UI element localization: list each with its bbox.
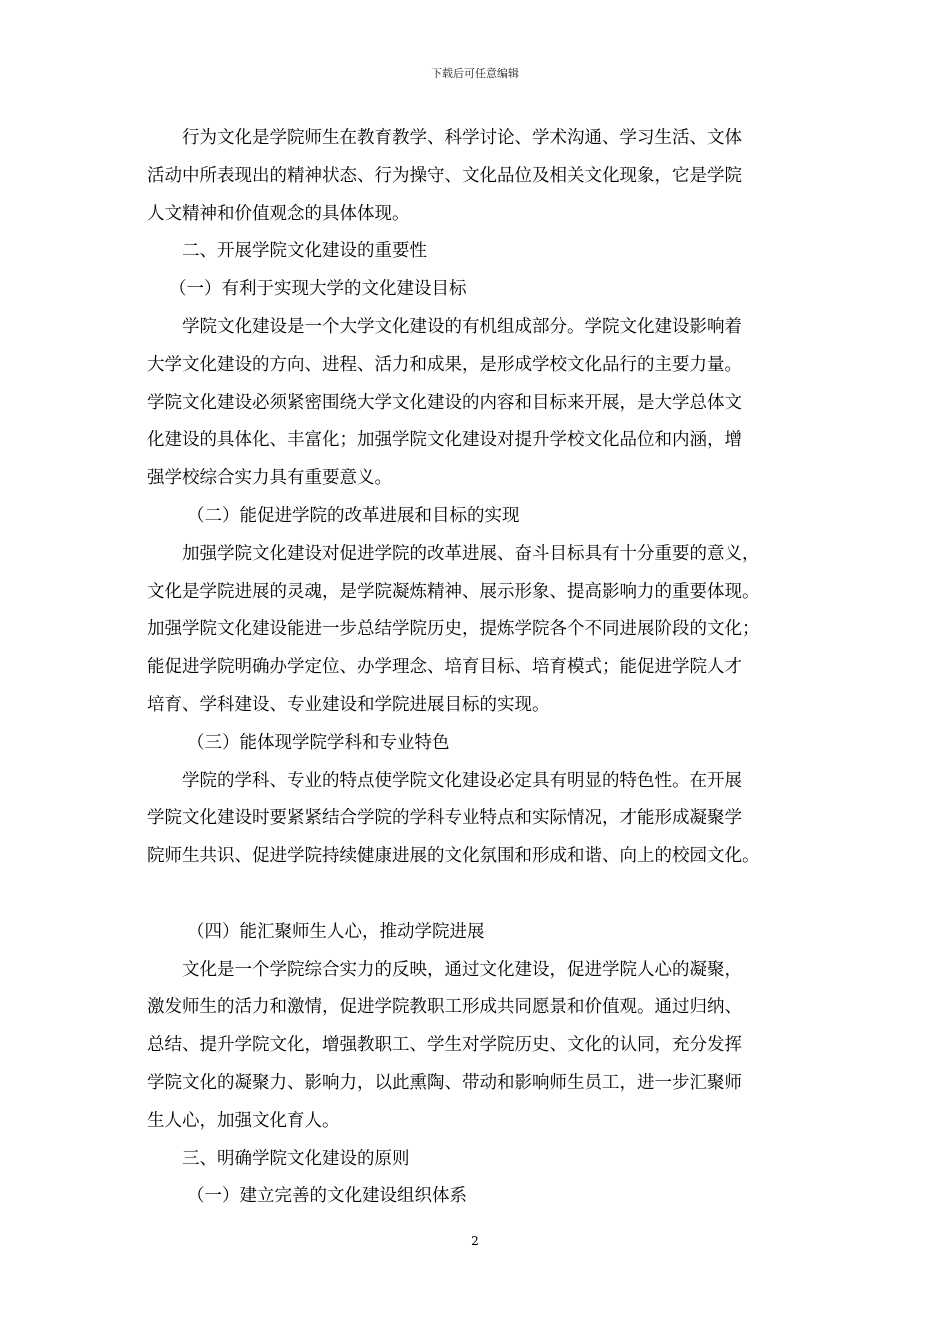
subsection-heading: （四）能汇聚师生人心，推动学院进展 [187,921,485,942]
section-heading: 二、开展学院文化建设的重要性 [182,241,427,262]
paragraph-line: 加强学院文化建设对促进学院的改革进展、奋斗目标具有十分重要的意义， [182,543,760,564]
paragraph-line: 激发师生的活力和激情，促进学院教职工形成共同愿景和价值观。通过归纳、 [147,997,742,1018]
paragraph-line: 学院文化的凝聚力、影响力，以此熏陶、带动和影响师生员工，进一步汇聚师 [147,1072,742,1093]
page-header: 下载后可任意编辑 [431,67,519,80]
paragraph-line: 强学校综合实力具有重要意义。 [147,468,392,489]
paragraph-line: 学院文化建设时要紧紧结合学院的学科专业特点和实际情况，才能形成凝聚学 [147,808,742,829]
paragraph-line: 行为文化是学院师生在教育教学、科学讨论、学术沟通、学习生活、文体 [182,128,742,148]
paragraph-line: 总结、提升学院文化，增强教职工、学生对学院历史、文化的认同，充分发挥 [147,1035,742,1056]
paragraph-line: 学院的学科、专业的特点使学院文化建设必定具有明显的特色性。在开展 [182,770,742,791]
section-heading: 三、明确学院文化建设的原则 [182,1148,410,1169]
blank-line [147,876,807,914]
document-body [147,120,807,1216]
paragraph-line: 文化是学院进展的灵魂，是学院凝炼精神、展示形象、提高影响力的重要体现。 [147,581,760,602]
paragraph-line: 能促进学院明确办学定位、办学理念、培育目标、培育模式；能促进学院人才 [147,657,742,678]
paragraph-line: 学院文化建设是一个大学文化建设的有机组成部分。学院文化建设影响着 [182,316,742,337]
paragraph-line: 加强学院文化建设能进一步总结学院历史，提炼学院各个不同进展阶段的文化； [147,619,760,640]
paragraph-line: 人文精神和价值观念的具体体现。 [147,203,410,224]
paragraph-line: 培育、学科建设、专业建设和学院进展目标的实现。 [147,694,550,715]
subsection-heading: （三）能体现学院学科和专业特色 [187,732,450,753]
paragraph-line: 生人心，加强文化育人。 [147,1110,340,1131]
paragraph-line: 化建设的具体化、丰富化；加强学院文化建设对提升学校文化品位和内涵，增 [147,430,742,451]
subsection-heading: （一）建立完善的文化建设组织体系 [187,1186,467,1207]
paragraph-line: 活动中所表现出的精神状态、行为操守、文化品位及相关文化现象，它是学院 [147,165,742,186]
subsection-heading: （二）能促进学院的改革进展和目标的实现 [187,505,520,526]
page-number: 2 [471,1234,479,1248]
subsection-heading: （一）有利于实现大学的文化建设目标 [169,279,467,300]
paragraph-line: 大学文化建设的方向、进程、活力和成果，是形成学校文化品行的主要力量。 [147,354,742,375]
paragraph-line: 学院文化建设必须紧密围绕大学文化建设的内容和目标来开展，是大学总体文 [147,392,742,413]
paragraph-line: 院师生共识、促进学院持续健康进展的文化氛围和形成和谐、向上的校园文化。 [147,846,760,867]
paragraph-line: 文化是一个学院综合实力的反映，通过文化建设，促进学院人心的凝聚， [182,959,742,980]
